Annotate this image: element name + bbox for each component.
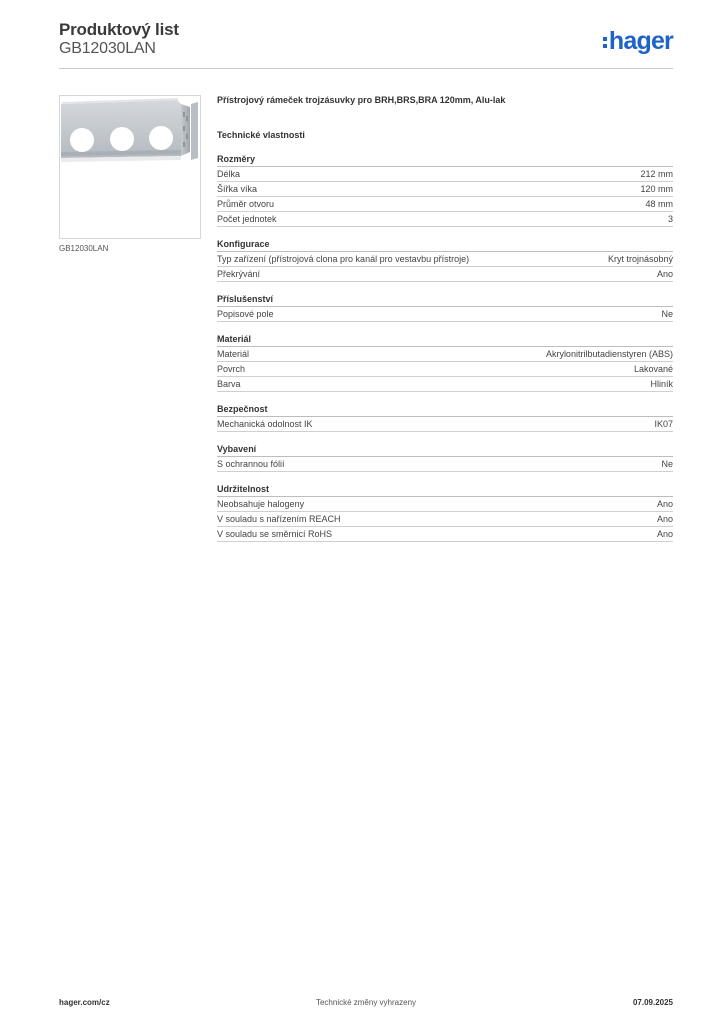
spec-value: IK07	[654, 419, 673, 429]
product-description: Přístrojový rámeček trojzásuvky pro BRH,BRS,BRA 120mm, Alu-lak	[217, 95, 506, 105]
image-caption: GB12030LAN	[59, 244, 109, 253]
spec-label: Počet jednotek	[217, 214, 277, 224]
spec-label: Typ zařízení (přístrojová clona pro kanál pro vestavbu přístroje)	[217, 254, 470, 264]
spec-section	[217, 484, 673, 542]
spec-value: Lakované	[633, 364, 673, 374]
footer-notice: Technické změny vyhrazeny	[315, 998, 417, 1007]
spec-value: Kryt trojnásobný	[607, 254, 673, 264]
spec-row	[217, 362, 673, 377]
spec-value: 212 mm	[640, 169, 673, 179]
spec-row	[217, 212, 673, 227]
spec-label: Délka	[217, 169, 241, 179]
footer-website-link[interactable]: hager.com/cz	[59, 998, 110, 1007]
section-title: Příslušenství	[217, 294, 673, 307]
spec-value: Ano	[656, 529, 673, 539]
spec-label: Barva	[217, 379, 241, 389]
spec-label: Šířka víka	[217, 184, 258, 194]
spec-row	[217, 347, 673, 362]
spec-section	[217, 239, 673, 282]
frame-illustration	[60, 96, 200, 238]
header-divider	[59, 68, 673, 69]
spec-label: Překrývání	[217, 269, 261, 279]
product-image	[59, 95, 201, 239]
spec-row	[217, 267, 673, 282]
section-title: Bezpečnost	[217, 404, 673, 417]
section-title: Vybavení	[217, 444, 673, 457]
spec-row	[217, 457, 673, 472]
spec-row	[217, 167, 673, 182]
spec-label: Neobsahuje halogeny	[217, 499, 305, 509]
product-details	[217, 95, 673, 542]
section-title: Rozměry	[217, 154, 673, 167]
section-title: Konfigurace	[217, 239, 673, 252]
spec-sections	[217, 154, 673, 542]
spec-row	[217, 497, 673, 512]
section-title: Materiál	[217, 334, 673, 347]
hager-logo[interactable]	[603, 27, 673, 55]
spec-label: Průměr otvoru	[217, 199, 275, 209]
spec-section	[217, 334, 673, 392]
spec-value: Ano	[656, 499, 673, 509]
spec-row	[217, 512, 673, 527]
spec-value: Ne	[661, 309, 673, 319]
spec-value: Ano	[656, 514, 673, 524]
spec-row	[217, 417, 673, 432]
section-title: Udržitelnost	[217, 484, 673, 497]
product-code: GB12030LAN	[59, 40, 156, 57]
spec-row	[217, 252, 673, 267]
spec-label: V souladu se směrnicí RoHS	[217, 529, 333, 539]
spec-value: Ne	[661, 459, 673, 469]
spec-value: 3	[667, 214, 673, 224]
page-header	[59, 20, 673, 68]
footer-date: 07.09.2025	[632, 998, 673, 1007]
page-title: Produktový list	[59, 20, 179, 39]
spec-label: Materiál	[217, 349, 250, 359]
spec-row	[217, 307, 673, 322]
spec-value: Akrylonitrilbutadienstyren (ABS)	[545, 349, 673, 359]
spec-value: 48 mm	[645, 199, 673, 209]
spec-row	[217, 182, 673, 197]
technical-properties-heading: Technické vlastnosti	[217, 130, 305, 140]
logo-text: hager	[608, 26, 673, 55]
spec-row	[217, 377, 673, 392]
spec-section	[217, 154, 673, 227]
spec-row	[217, 197, 673, 212]
spec-label: Povrch	[217, 364, 246, 374]
spec-label: Popisové pole	[217, 309, 274, 319]
spec-section	[217, 444, 673, 472]
spec-value: Ano	[656, 269, 673, 279]
spec-section	[217, 294, 673, 322]
spec-label: S ochrannou fólií	[217, 459, 285, 469]
logo-dots-icon	[603, 37, 607, 48]
spec-value: Hliník	[650, 379, 673, 389]
spec-label: V souladu s nařízením REACH	[217, 514, 341, 524]
page-footer	[59, 998, 673, 1010]
spec-row	[217, 527, 673, 542]
spec-label: Mechanická odolnost IK	[217, 419, 313, 429]
spec-section	[217, 404, 673, 432]
spec-value: 120 mm	[640, 184, 673, 194]
